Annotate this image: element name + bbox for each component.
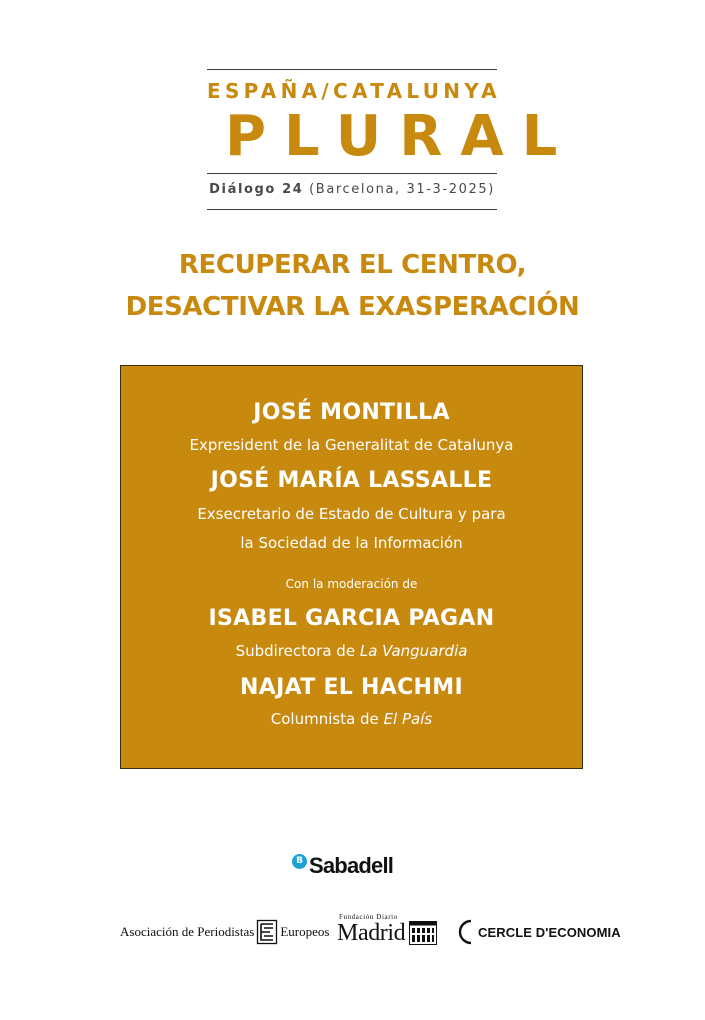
dialogue-info xyxy=(207,182,497,197)
moderator-name: NAJAT EL HACHMI xyxy=(240,675,463,700)
ape-name-left: Asociación de Periodistas xyxy=(120,924,255,939)
dialogue-number: Diálogo 24 xyxy=(209,182,304,197)
headline-line-2: DESACTIVAR LA EXASPERACIÓN xyxy=(125,292,580,322)
header-top-rule xyxy=(207,69,497,70)
brand-title: PLURAL xyxy=(225,104,576,169)
speaker-name: JOSÉ MARÍA LASSALLE xyxy=(210,468,493,493)
moderator-outlet: La Vanguardia xyxy=(359,642,468,660)
speakers-panel xyxy=(120,365,583,769)
cercle-arc-icon xyxy=(456,918,476,946)
cercle-economia-logo xyxy=(456,918,621,946)
series-title: ESPAÑA/CATALUNYA xyxy=(207,79,501,103)
header-middle-rule xyxy=(207,173,497,174)
moderator-role xyxy=(121,642,582,660)
ape-emblem-icon xyxy=(256,919,278,945)
speaker-role: Expresident de la Generalitat de Catalunya xyxy=(189,436,514,454)
dialogue-place-date: (Barcelona, 31-3-2025) xyxy=(309,182,495,197)
moderator-outlet: El País xyxy=(383,710,433,728)
fdm-name: Madrid xyxy=(337,920,406,946)
moderator-role-prefix: Columnista de xyxy=(270,710,379,728)
fundacion-diario-madrid-logo xyxy=(337,913,439,947)
fdm-subtitle: Fundación Diario xyxy=(339,913,398,921)
ape-name-right: Europeos xyxy=(280,924,330,939)
ape-logo xyxy=(120,917,329,947)
speaker-role: la Sociedad de la Información xyxy=(240,534,463,552)
sabadell-mark-icon: B xyxy=(292,854,307,869)
moderator-role-prefix: Subdirectora de xyxy=(235,642,356,660)
sabadell-name: Sabadell xyxy=(309,853,394,878)
sabadell-logo xyxy=(292,852,393,880)
header-bottom-rule xyxy=(207,209,497,210)
cercle-name: CERCLE D'ECONOMIA xyxy=(478,924,621,940)
speaker-name: JOSÉ MONTILLA xyxy=(253,400,450,425)
moderator-name: ISABEL GARCIA PAGAN xyxy=(208,606,495,631)
building-facade-icon xyxy=(409,921,437,945)
moderation-label: Con la moderación de xyxy=(285,577,418,591)
speaker-role: Exsecretario de Estado de Cultura y para xyxy=(197,505,506,523)
headline-line-1: RECUPERAR EL CENTRO, xyxy=(178,250,527,280)
moderator-role xyxy=(121,710,582,728)
